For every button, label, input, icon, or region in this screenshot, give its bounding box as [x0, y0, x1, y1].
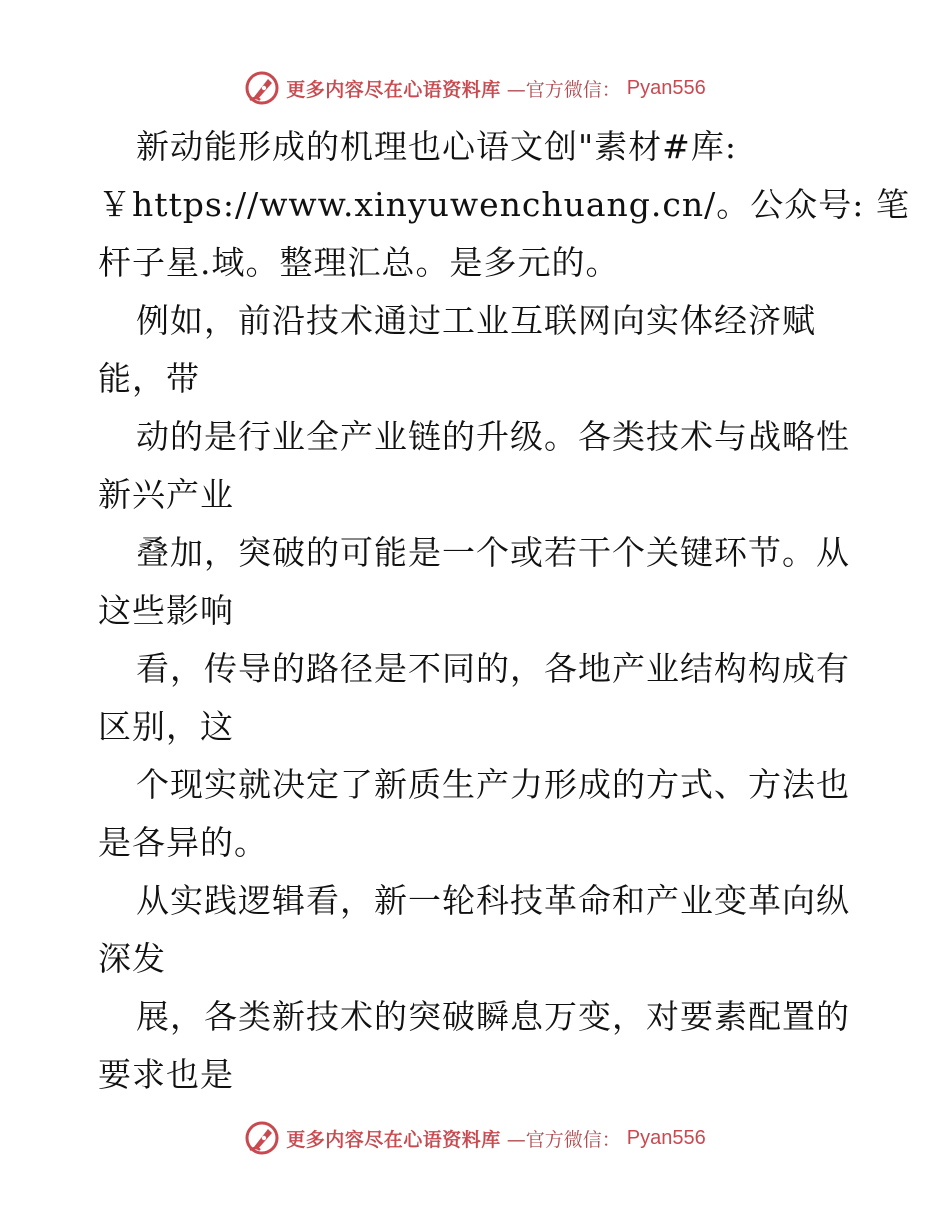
- footer-wechat-id: Pyan556: [626, 1126, 706, 1149]
- body-line-4: 例如，前沿技术通过工业互联网向实体经济赋: [136, 301, 816, 340]
- body-line-6: 动的是行业全产业链的升级。各类技术与战略性: [136, 417, 850, 456]
- body-line-15: 深发: [98, 939, 166, 978]
- body-line-1: 新动能形成的机理也心语文创"素材#库:: [136, 127, 737, 166]
- body-line-11: 区别，这: [98, 707, 234, 746]
- body-line-9: 这些影响: [98, 591, 234, 630]
- body-line-17: 要求也是: [98, 1055, 234, 1094]
- body-line-12: 个现实就决定了新质生产力形成的方式、方法也: [136, 765, 850, 804]
- pen-logo-icon: [244, 1120, 280, 1156]
- footer-brand-text: 更多内容尽在心语资料库: [286, 1128, 501, 1151]
- footer-wechat-label: —官方微信：: [506, 1128, 621, 1151]
- body-line-3: 杆子星.域。整理汇总。是多元的。: [98, 243, 620, 282]
- header-wechat-label: —官方微信：: [506, 78, 621, 101]
- body-line-10: 看，传导的路径是不同的，各地产业结构构成有: [136, 649, 850, 688]
- body-line-7: 新兴产业: [98, 475, 234, 514]
- body-line-14: 从实践逻辑看，新一轮科技革命和产业变革向纵: [136, 881, 850, 920]
- body-line-13: 是各异的。: [98, 823, 268, 862]
- pen-logo-icon: [244, 70, 280, 106]
- footer-banner: [0, 1120, 950, 1156]
- header-wechat-id: Pyan556: [626, 76, 706, 99]
- document-body: [98, 118, 910, 1104]
- body-line-16: 展，各类新技术的突破瞬息万变，对要素配置的: [136, 997, 850, 1036]
- body-line-8: 叠加，突破的可能是一个或若干个关键环节。从: [136, 533, 850, 572]
- body-line-5: 能，带: [98, 359, 200, 398]
- header-brand-text: 更多内容尽在心语资料库: [286, 78, 501, 101]
- body-line-2: ￥https://www.xinyuwenchuang.cn/。公众号: 笔: [98, 185, 910, 224]
- header-banner: [0, 70, 950, 106]
